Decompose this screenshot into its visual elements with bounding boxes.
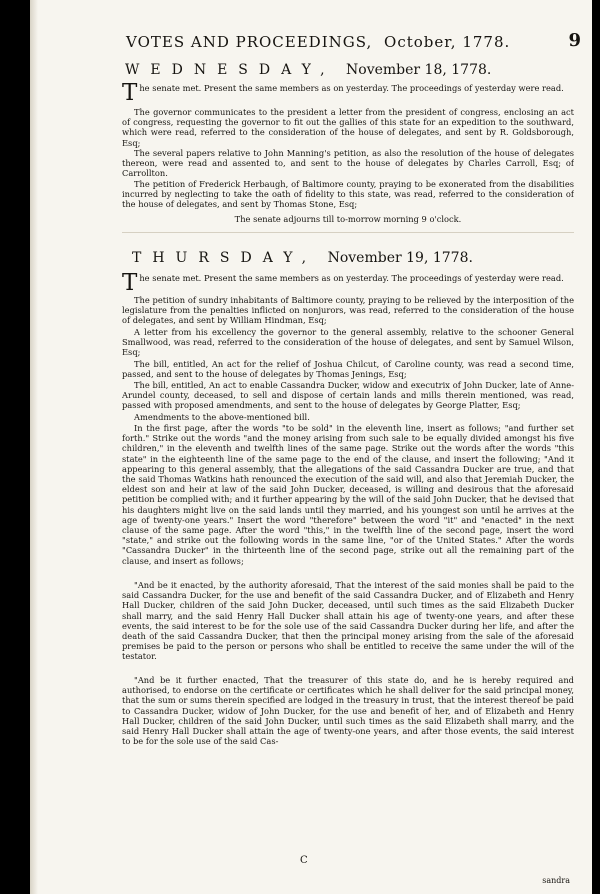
day-name: THURSDAY,: [132, 250, 318, 266]
signature-mark: C: [300, 855, 308, 866]
paragraph: The bill, entitled, An act for the relief of Joshua Chilcut, of Caroline county, was read a second time, passed, and sent to the house of delegates by Thomas Jenings, Esq;: [122, 359, 574, 380]
document-page: [30, 0, 592, 894]
drop-cap: T: [122, 273, 138, 293]
paragraph: Amendments to the above-mentioned bill.: [134, 412, 310, 422]
page-edge-shadow: [30, 0, 38, 894]
paragraph: The bill, entitled, An act to enable Cassandra Ducker, widow and executrix of John Ducker, late of Anne-Arundel county, deceased, to sell and dispose of certain lands and mills therein mentioned, was read, passed with proposed amendments, and sent to the house of delegates by George Platter, Esq;: [122, 380, 574, 411]
paragraph: The senate met. Present the same members as on yesterday. The proceedings of yesterday were read.: [122, 273, 564, 293]
adjournment-line: The senate adjourns till to-morrow morning 9 o'clock.: [234, 214, 462, 224]
paragraph: In the first page, after the words "to be sold" in the eleventh line, insert as follows; "and further set forth." Strike out the words "and the money arising from such sale to be equally divided amongst his five children," in the eleventh and twelfth lines of the same page. Strike out the words after the words "this state" in the eighteenth line of the same page to the end of the clause, and insert the following; "And it appearing to this general assembly, that the allegations of the said Cassandra Ducker are true, and that the said Thomas Watkins hath renounced the execution of the said will, and also that Jeremiah Ducker, the eldest son and heir at law of the said John Ducker, deceased, is willing and desirous that the aforesaid petition be complied with; and it further appearing by the will of the said John Ducker, that he devised that his daughters might live on the said lands until they married, and his youngest son until he arrives at the age of twenty-one years." Insert the word "therefore" between the word "it" and "enacted" in the next clause of the same page. After the word "this," in the twelfth line of the second page, insert the word "state," and strike out the following words in the same line, "or of the United States." After the words "Cassandra Ducker" in the thirteenth line of the second page, strike out all the remaining part of the clause, and insert as follows;: [122, 423, 574, 566]
paragraph: The governor communicates to the president a letter from the president of congress, enclosing an act of congress, requesting the governor to fit out the gallies of this state for an expedition to the southward, which were read, referred to the consideration of the house of delegates, and sent by R. Goldsborough, Esq;: [122, 107, 574, 148]
running-head-title: VOTES AND PROCEEDINGS,: [126, 33, 373, 51]
paragraph: The senate met. Present the same members as on yesterday. The proceedings of yesterday were read.: [122, 83, 564, 103]
day-name: WEDNESDAY,: [125, 62, 336, 78]
paragraph: The several papers relative to John Manning's petition, as also the resolution of the house of delegates thereon, were read and assented to, and sent to the house of delegates by Charles Carroll, Esq; of Carrollton.: [122, 148, 574, 179]
paragraph: A letter from his excellency the governor to the general assembly, relative to the schooner General Smallwood, was read, referred to the consideration of the house of delegates, and sent by Samuel Wilson, Esq;: [122, 327, 574, 358]
section-divider: [122, 232, 574, 233]
day-heading-wednesday: [125, 62, 491, 78]
drop-cap: T: [122, 83, 138, 103]
page-number: 9: [568, 30, 582, 51]
catchword: sandra: [542, 876, 570, 885]
day-heading-thursday: [132, 250, 473, 266]
paragraph: The petition of sundry inhabitants of Baltimore county, praying to be relieved by the interposition of the legislature from the penalties inflicted on nonjurors, was read, referred to the consideration of the house of delegates, and sent by William Hindman, Esq;: [122, 295, 574, 326]
day-date: November 18, 1778.: [346, 62, 492, 78]
running-head: [126, 30, 586, 51]
paragraph: "And be it enacted, by the authority aforesaid, That the interest of the said monies shall be paid to the said Cassandra Ducker, for the use and benefit of the said Cassandra Ducker, and of Elizabeth and Henry Hall Ducker, children of the said John Ducker, deceased, until such times as the said Elizabeth Ducker shall marry, and the said Henry Hall Ducker shall attain his age of twenty-one years, and after these events, the said interest to be for the sole use of the said Cassandra Ducker during her life, and after the death of the said Cassandra Ducker, that then the principal money arising from the sale of the aforesaid premises be paid to the person or persons who shall be entitled to receive the same under the will of the testator.: [122, 580, 574, 662]
day-date: November 19, 1778.: [327, 250, 473, 266]
paragraph: The petition of Frederick Herbaugh, of Baltimore county, praying to be exonerated from the disabilities incurred by neglecting to take the oath of fidelity to this state, was read, referred to the consideration of the house of delegates, and sent by Thomas Stone, Esq;: [122, 179, 574, 210]
running-head-date: October, 1778.: [384, 33, 511, 51]
paragraph: "And be it further enacted, That the treasurer of this state do, and he is hereby required and authorised, to endorse on the certificate or certificates which he shall deliver for the said principal money, that the sum or sums therein specified are lodged in the treasury in trust, that the interest thereof be paid to Cassandra Ducker, widow of John Ducker, for the use and benefit of her, and of Elizabeth and Henry Hall Ducker, children of the said John Ducker, until such times as the said Elizabeth shall marry, and the said Henry Hall Ducker shall attain the age of twenty-one years, and after those events, the said interest to be for the sole use of the said Cas-: [122, 675, 574, 747]
